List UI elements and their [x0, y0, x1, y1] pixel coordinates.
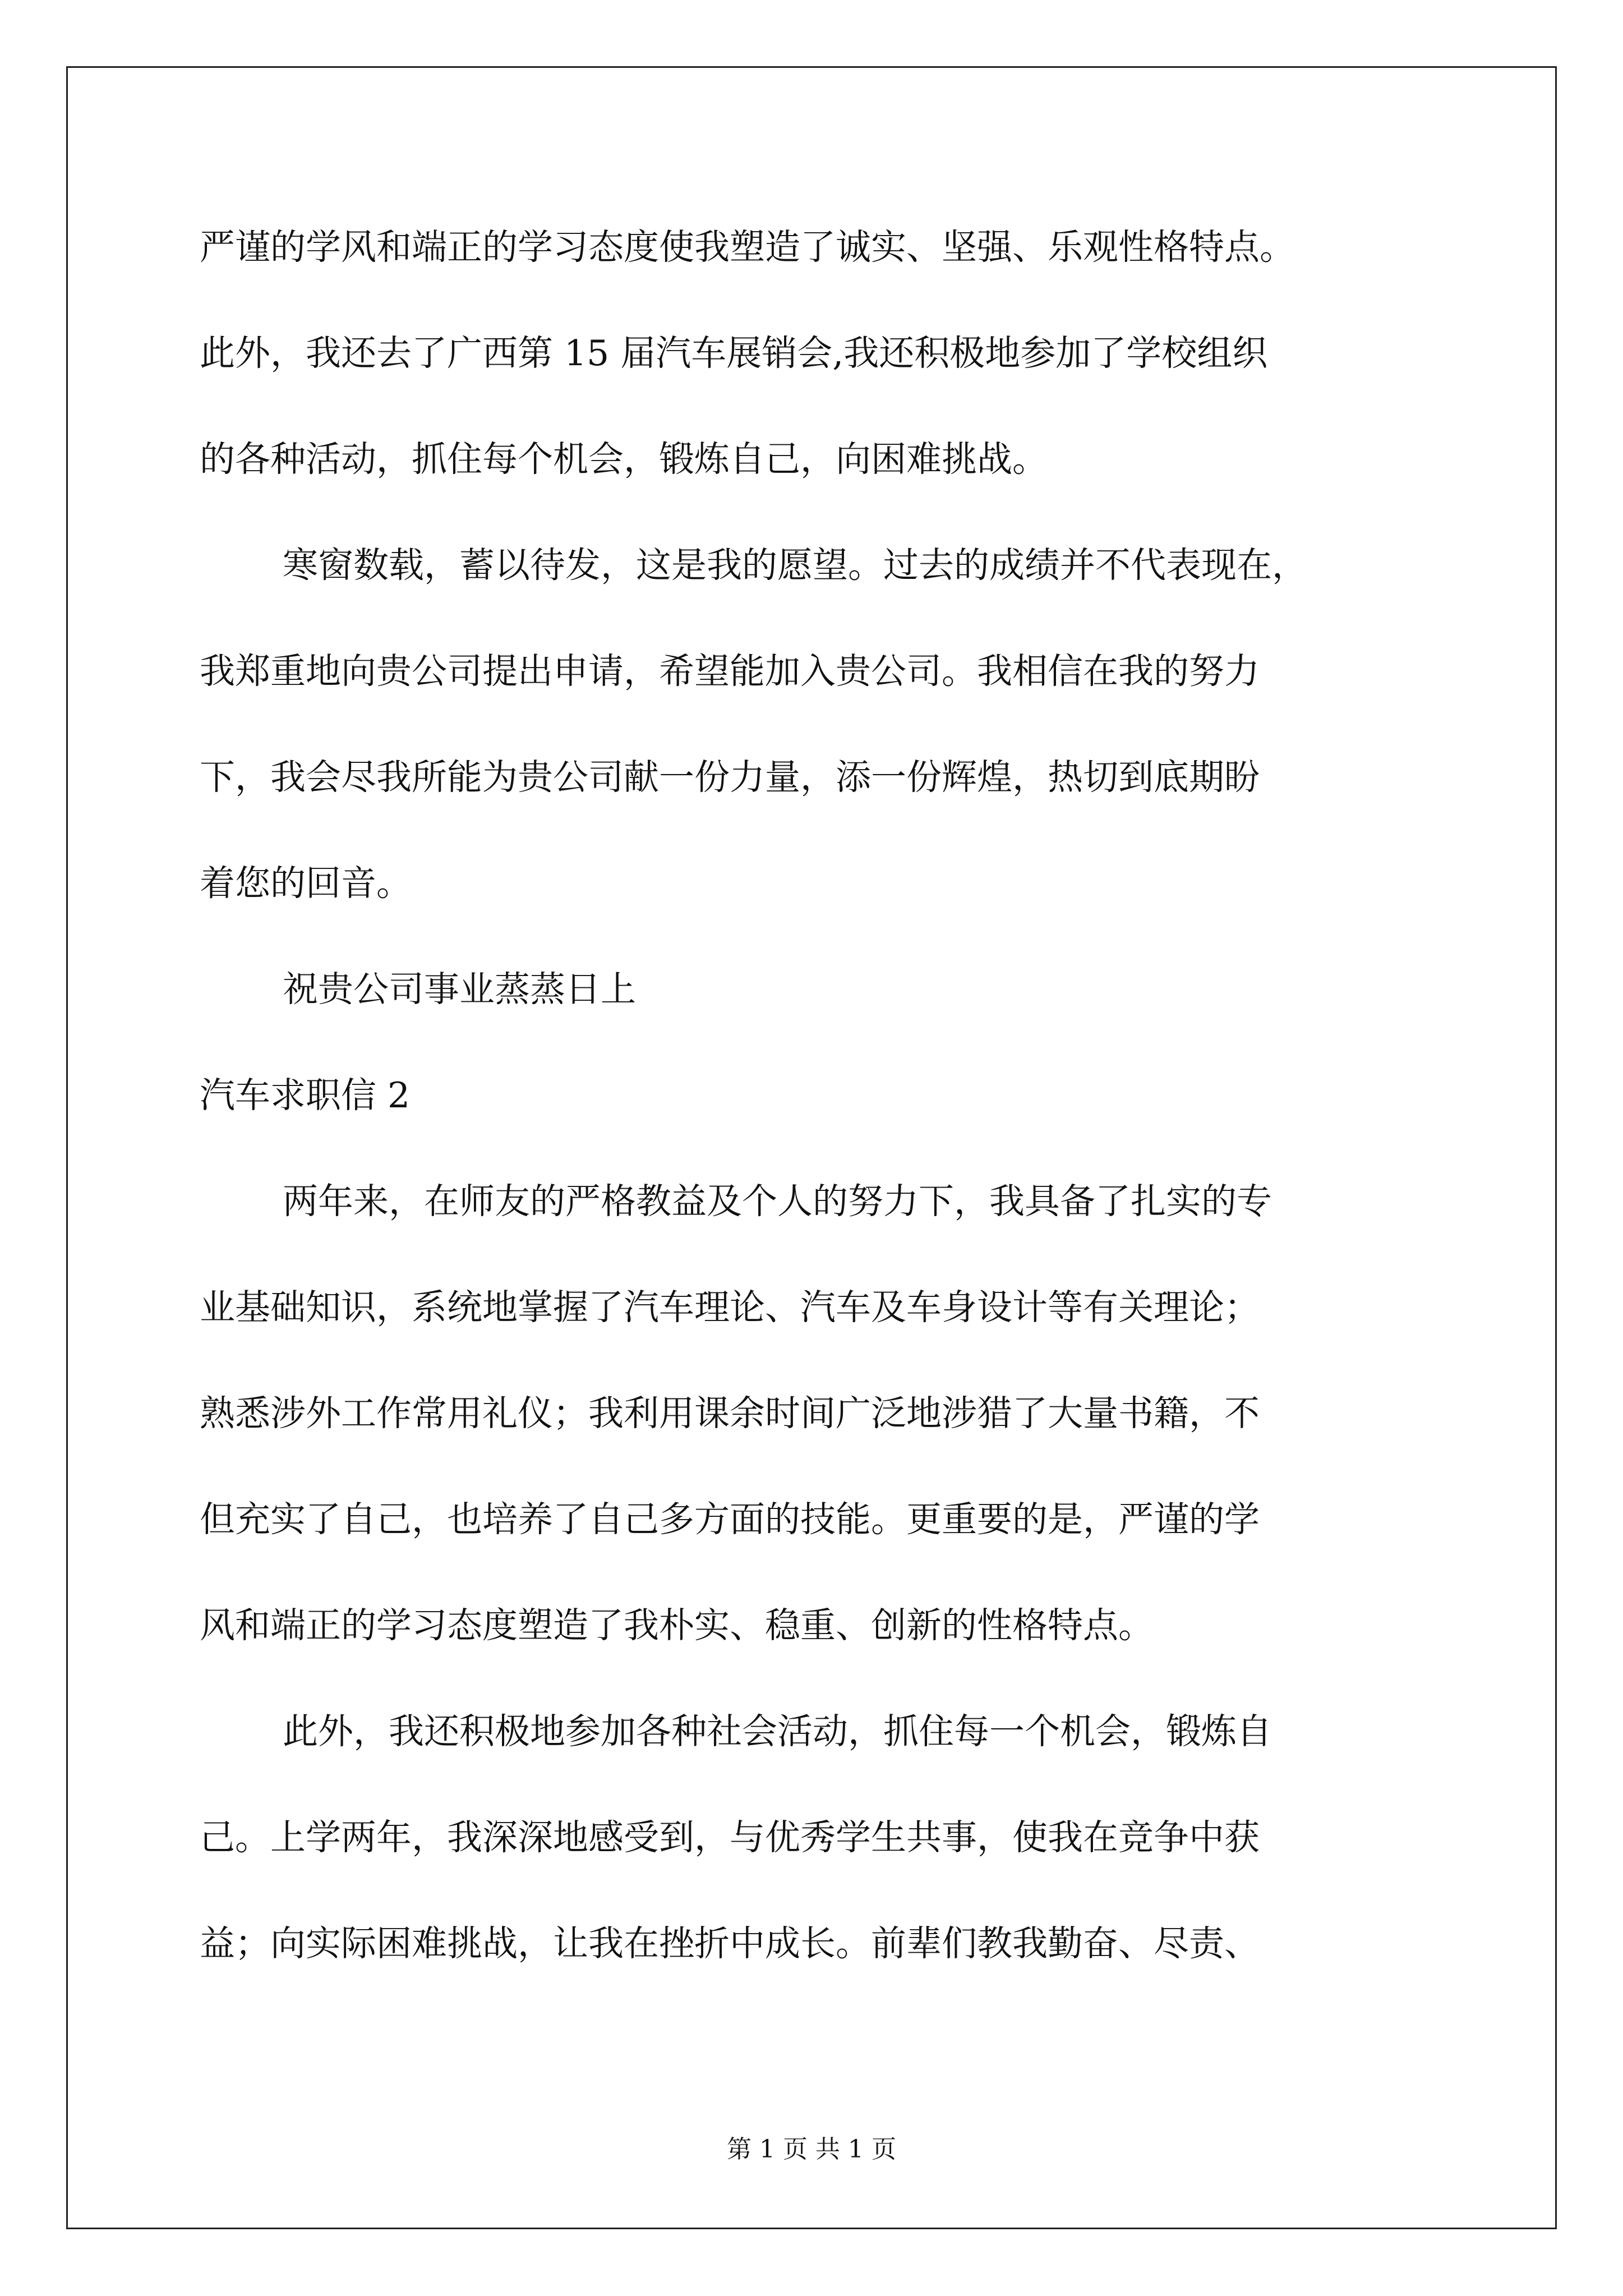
text-line-7: 着您的回音。: [200, 863, 412, 904]
text-line-5: 我郑重地向贵公司提出申请，希望能加入贵公司。我相信在我的努力: [200, 651, 1260, 692]
text-line-3: 的各种活动，抓住每个机会，锻炼自己，向困难挑战。: [200, 439, 1048, 480]
text-line-15: 此外，我还积极地参加各种社会活动，抓住每一个机会，锻炼自: [283, 1711, 1272, 1752]
text-line-4: 寒窗数载，蓄以待发，这是我的愿望。过去的成绩并不代表现在，: [283, 545, 1307, 586]
text-line-12: 熟悉涉外工作常用礼仪；我利用课余时间广泛地涉猎了大量书籍，不: [200, 1393, 1260, 1434]
text-line-14: 风和端正的学习态度塑造了我朴实、稳重、创新的性格特点。: [200, 1605, 1154, 1646]
text-line-11: 业基础知识，系统地掌握了汽车理论、汽车及车身设计等有关理论；: [200, 1287, 1260, 1328]
text-line-16: 己。上学两年，我深深地感受到，与优秀学生共事，使我在竞争中获: [200, 1817, 1260, 1858]
text-line-1: 严谨的学风和端正的学习态度使我塑造了诚实、坚强、乐观性格特点。: [200, 227, 1295, 268]
page-footer: 第 1 页 共 1 页: [727, 2135, 896, 2164]
text-line-17: 益；向实际困难挑战，让我在挫折中成长。前辈们教我勤奋、尽责、: [200, 1923, 1260, 1964]
text-line-13: 但充实了自己，也培养了自己多方面的技能。更重要的是，严谨的学: [200, 1499, 1260, 1540]
text-line-10: 两年来，在师友的严格教益及个人的努力下，我具备了扎实的专: [283, 1181, 1272, 1222]
text-line-6: 下，我会尽我所能为贵公司献一份力量，添一份辉煌，热切到底期盼: [200, 757, 1260, 798]
document-body: [200, 194, 1445, 1996]
text-line-8: 祝贵公司事业蒸蒸日上: [283, 969, 636, 1010]
text-line-2: 此外，我还去了广西第 15 届汽车展销会,我还积极地参加了学校组织: [200, 333, 1268, 374]
section-heading: 汽车求职信 2: [200, 1075, 411, 1116]
